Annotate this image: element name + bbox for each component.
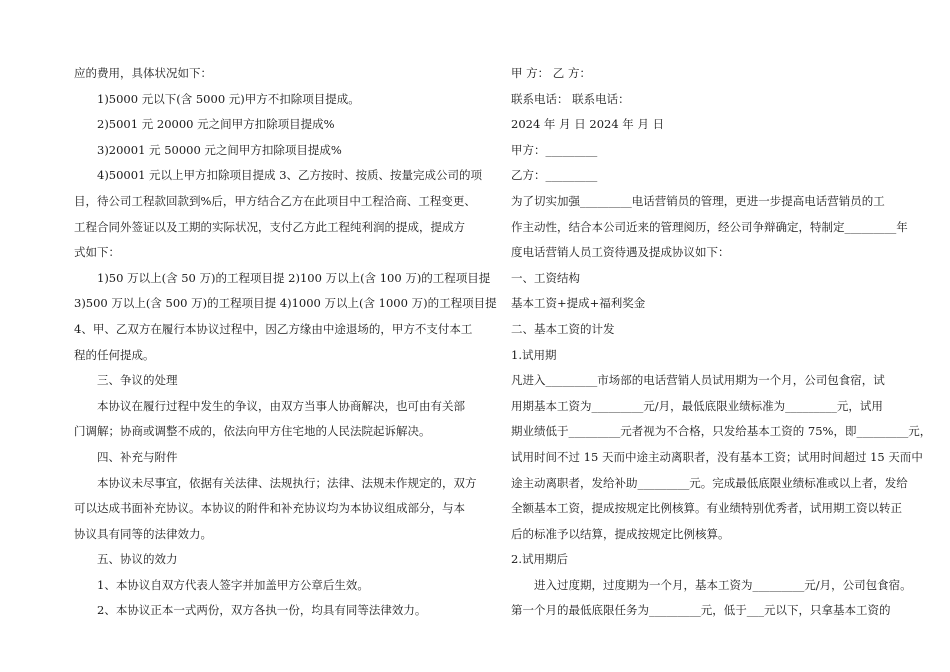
text-line: 3)500 万以上(含 500 万)的工程项目提 4)1000 万以上(含 1000 万)的工程项目提	[74, 296, 497, 311]
text-line: 途主动离职者，发给补助_________元。完成最低底限业绩标准或以上者，发给	[511, 475, 908, 490]
text-line: 试用时间不过 15 天而中途主动离职者，没有基本工资；试用时间超过 15 天而中	[511, 449, 923, 464]
text-line: 作主动性，结合本公司近来的管理阅历，经公司争辩确定，特制定_________年	[511, 219, 908, 234]
text-line: 1、本协议自双方代表人签字并加盖甲方公章后生效。	[97, 577, 369, 592]
text-line: 一、工资结构	[511, 270, 580, 285]
text-line: 凡进入_________市场部的电话营销人员试用期为一个月，公司包食宿，试	[511, 373, 885, 388]
text-line: 用期基本工资为_________元/月，最低底限业绩标准为_________元，试用	[511, 398, 883, 413]
text-line: 第一个月的最低底限任务为_________元，低于___元以下，只拿基本工资的	[511, 603, 891, 618]
text-line: 式如下：	[74, 245, 120, 260]
text-line: 协议具有同等的法律效力。	[74, 526, 212, 541]
left-text-column	[74, 61, 497, 624]
text-line: 1)50 万以上(含 50 万)的工程项目提 2)100 万以上(含 100 万)的工程项目提	[97, 270, 491, 285]
text-line: 后的标准予以结算，提成按规定比例核算。	[511, 526, 730, 541]
text-line: 2.试用期后	[511, 552, 568, 567]
text-line: 四、补充与附件	[97, 449, 178, 464]
right-text-column	[511, 61, 932, 624]
text-line: 3)20001 元 50000 元之间甲方扣除项目提成%	[97, 142, 342, 157]
text-line: 1.试用期	[511, 347, 557, 362]
text-line: 全额基本工资，提成按规定比例核算。有业绩特别优秀者，试用期工资以转正	[511, 501, 902, 516]
text-line: 目，待公司工程款回款到%后，甲方结合乙方在此项目中工程洽商、工程变更、	[74, 193, 476, 208]
text-line: 三、争议的处理	[97, 373, 178, 388]
text-line: 2、本协议正本一式两份，双方各执一份，均具有同等法律效力。	[97, 603, 427, 618]
text-line: 2)5001 元 20000 元之间甲方扣除项目提成%	[97, 117, 335, 132]
text-line: 4)50001 元以上甲方扣除项目提成 3、乙方按时、按质、按量完成公司的项	[97, 168, 483, 183]
text-line: 度电话营销人员工资待遇及提成协议如下：	[511, 245, 730, 260]
text-line: 可以达成书面补充协议。本协议的附件和补充协议均为本协议组成部分，与本	[74, 501, 465, 516]
text-line: 1)5000 元以下(含 5000 元)甲方不扣除项目提成。	[97, 91, 360, 106]
text-line: 进入过度期，过度期为一个月，基本工资为_________元/月，公司包食宿。	[534, 577, 912, 592]
text-line: 本协议在履行过程中发生的争议，由双方当事人协商解决，也可由有关部	[97, 398, 465, 413]
text-line: 本协议未尽事宜，依据有关法律、法规执行；法律、法规未作规定的，双方	[97, 475, 477, 490]
text-line: 二、基本工资的计发	[511, 321, 615, 336]
text-line: 乙方：_________	[511, 168, 598, 183]
text-line: 期业绩低于_________元者视为不合格，只发给基本工资的 75%，即_________元，	[511, 424, 932, 439]
text-line: 工程合同外签证以及工期的实际状况，支付乙方此工程纯利润的提成，提成方	[74, 219, 465, 234]
text-line: 甲 方： 乙 方：	[511, 66, 591, 80]
text-line: 基本工资+提成+福利奖金	[511, 296, 646, 311]
text-line: 4、甲、乙双方在履行本协议过程中，因乙方缘由中途退场的，甲方不支付本工	[74, 321, 473, 336]
text-line: 五、协议的效力	[97, 552, 178, 567]
text-line: 为了切实加强_________电话营销员的管理，更进一步提高电话营销员的工	[511, 193, 885, 208]
text-line: 门调解；协商或调整不成的，依法向甲方住宅地的人民法院起诉解决。	[74, 424, 431, 439]
text-line: 联系电话： 联系电话：	[511, 91, 630, 106]
text-line: 应的费用，具体状况如下：	[74, 66, 212, 80]
text-line: 程的任何提成。	[74, 347, 155, 362]
text-line: 2024 年 月 日 2024 年 月 日	[511, 117, 665, 132]
text-line: 甲方：_________	[511, 142, 598, 157]
